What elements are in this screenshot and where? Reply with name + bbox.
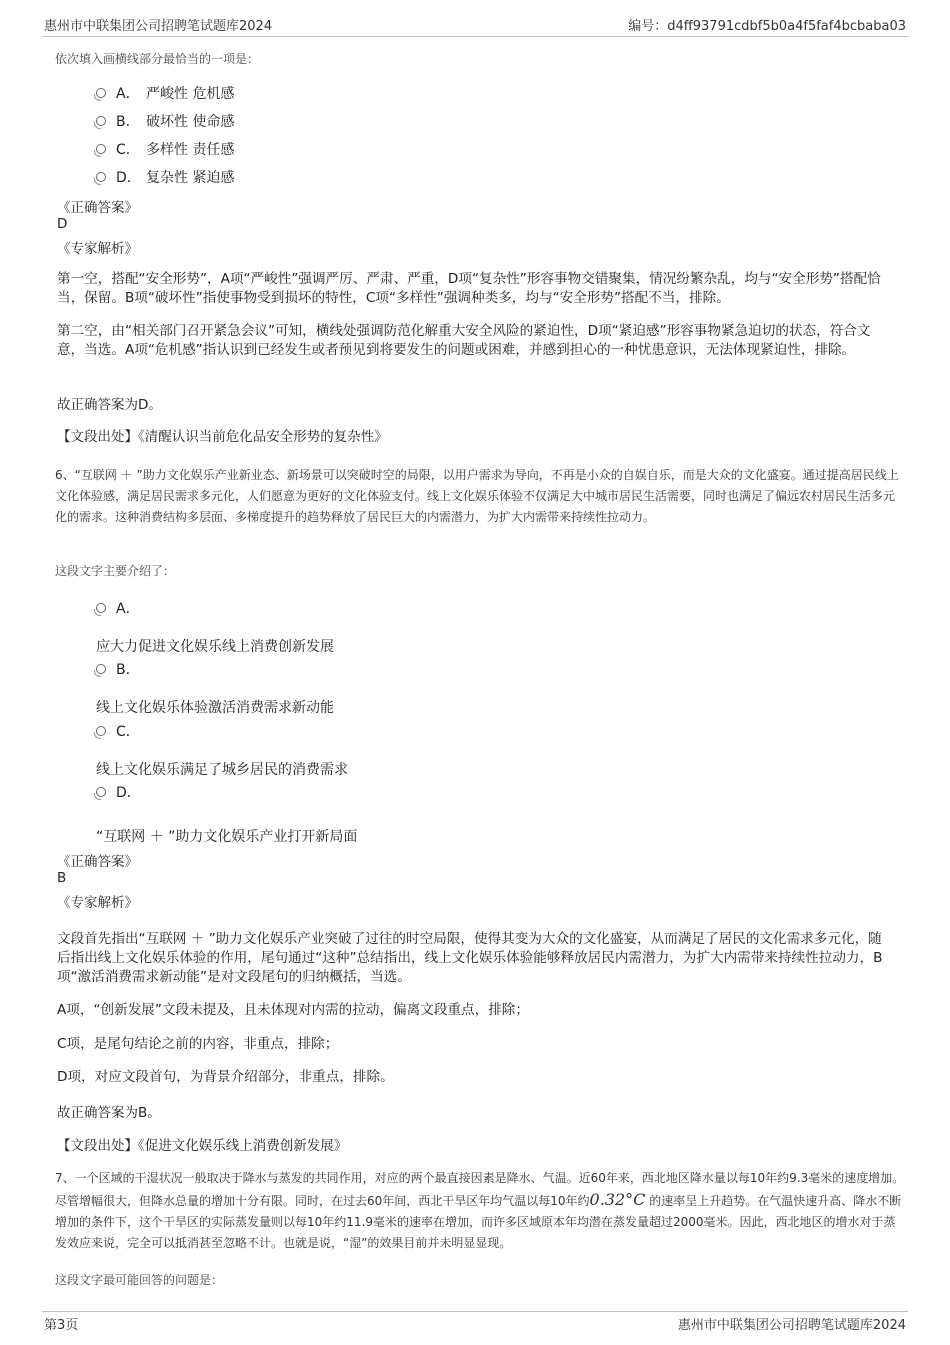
option-label: B．: [116, 662, 140, 678]
option-text: 严峻性 危机感: [146, 86, 235, 102]
q7-passage-part-1: 7、一个区域的干湿状况一般取决于降水与蒸发的共同作用，对应的两个最直接因素是降水、气温。近60年来，西北地区降水量以每10年约9.3毫米的速度增加。尽管增幅很大，但降水总量的增加十分有限。同时，在过去60年间，西北干旱区年均气温以每10年约: [55, 1171, 905, 1208]
q6-option-b-text[interactable]: 线上文化娱乐体验激活消费需求新动能: [96, 700, 334, 716]
footer-doc-title: 惠州市中联集团公司招聘笔试题库2024: [677, 1318, 906, 1333]
q6-option-a-text[interactable]: 应大力促进文化娱乐线上消费创新发展: [96, 639, 334, 655]
q5-prompt: 依次填入画横线部分最恰当的一项是：: [55, 52, 260, 66]
q7-passage-part-2: 的速率呈上升趋势。在气温快速升高、降水不断增加的条件下，这个干旱区的实际蒸发量则以每10年约11.9毫米的速率在增加，而许多区域原本年均潜在蒸发量超过2000毫米。因此，西北地区的增水对于蒸发效应来说，完全可以抵消甚至忽略不计。也就是说，“湿”的效果目前并未明显显现。: [55, 1194, 902, 1250]
radio-icon[interactable]: [96, 726, 106, 736]
q6-analysis-paragraph-1: 文段首先指出“互联网 ＋ ”助力文化娱乐产业突破了过往的时空局限，使得其变为大众的文化盛宴，从而满足了居民的文化需求多元化，随后指出线上文化娱乐体验的作用，尾句通过“这种”总结指出，线上文化娱乐体验能够释放居民内需潜力，为扩大内需带来持续性拉动力，B项“激活消费需求新动能”是对文段尾句的归纳概括，当选。: [57, 931, 883, 985]
q6-prompt: 这段文字主要介绍了：: [55, 564, 176, 578]
q7-temperature-formula: 0.32°C: [589, 1190, 646, 1209]
radio-icon[interactable]: [96, 603, 106, 613]
footer-divider: [42, 1311, 908, 1312]
q6-option-b[interactable]: [96, 659, 140, 679]
q6-conclusion: 故正确答案为B。: [57, 1105, 161, 1121]
q7-passage: [55, 1168, 905, 1254]
q5-answer-value: D: [57, 216, 68, 232]
q6-option-d[interactable]: [96, 782, 141, 802]
q6-answer-value: B: [57, 870, 67, 886]
option-label: D．: [116, 785, 141, 801]
radio-icon[interactable]: [96, 787, 106, 797]
q5-conclusion: 故正确答案为D。: [57, 397, 162, 413]
option-text: 多样性 责任感: [146, 142, 235, 158]
q5-answer-heading: 《正确答案》: [57, 200, 138, 216]
q6-option-c-text[interactable]: 线上文化娱乐满足了城乡居民的消费需求: [96, 762, 348, 778]
radio-icon[interactable]: [96, 144, 106, 154]
q5-option-a[interactable]: [96, 83, 234, 103]
q6-answer-heading: 《正确答案》: [57, 854, 138, 870]
q6-analysis-paragraph-3: C项，是尾句结论之前的内容，非重点，排除；: [57, 1036, 339, 1052]
option-label: A．: [116, 86, 140, 102]
radio-icon[interactable]: [96, 172, 106, 182]
q5-analysis-heading: 《专家解析》: [57, 241, 138, 257]
option-label: A．: [116, 601, 140, 617]
q6-analysis-heading: 《专家解析》: [57, 895, 138, 911]
radio-icon[interactable]: [96, 664, 106, 674]
q6-source: 【文段出处】《促进文化娱乐线上消费创新发展》: [57, 1138, 348, 1154]
header-doc-title: 惠州市中联集团公司招聘笔试题库2024: [44, 19, 273, 34]
q5-option-c[interactable]: [96, 139, 234, 159]
option-text: 复杂性 紧迫感: [146, 170, 235, 186]
q6-option-c[interactable]: [96, 721, 140, 741]
option-label: C．: [116, 142, 140, 158]
q5-analysis-paragraph-1: 第一空，搭配“安全形势”，A项“严峻性”强调严厉、严肃、严重，D项“复杂性”形容事物交错聚集，情况纷繁杂乱，均与“安全形势”搭配恰当，保留。B项“破坏性”指使事物受到损坏的特性，C项“多样性”强调种类多，均与“安全形势”搭配不当，排除。: [57, 271, 881, 306]
q7-prompt: 这段文字最可能回答的问题是：: [55, 1273, 224, 1287]
header-doc-id: 编号：d4ff93791cdbf5b0a4f5faf4bcbaba03: [628, 19, 906, 34]
footer-page-number: 第3页: [44, 1318, 79, 1333]
radio-icon[interactable]: [96, 116, 106, 126]
q5-source: 【文段出处】《清醒认识当前危化品安全形势的复杂性》: [57, 429, 388, 445]
q6-option-a[interactable]: [96, 598, 140, 618]
q5-analysis-paragraph-2: 第二空，由“相关部门召开紧急会议”可知，横线处强调防范化解重大安全风险的紧迫性，D项“紧迫感”形容事物紧急迫切的状态，符合文意，当选。A项“危机感”指认识到已经发生或者预见到将要发生的问题或困难，并感到担心的一种忧患意识，无法体现紧迫性，排除。: [57, 323, 871, 358]
q5-option-d[interactable]: [96, 167, 234, 187]
q6-analysis-paragraph-2: A项，“创新发展”文段未提及，且未体现对内需的拉动，偏离文段重点，排除；: [57, 1002, 529, 1018]
header-divider: [42, 36, 908, 37]
option-text: 破坏性 使命感: [146, 114, 235, 130]
radio-icon[interactable]: [96, 88, 106, 98]
option-label: C．: [116, 724, 140, 740]
q6-analysis-paragraph-4: D项，对应文段首句，为背景介绍部分，非重点，排除。: [57, 1069, 394, 1085]
option-label: B．: [116, 114, 140, 130]
option-label: D．: [116, 170, 141, 186]
q6-passage: 6、“互联网 ＋ ”助力文化娱乐产业新业态、新场景可以突破时空的局限，以用户需求为导向，不再是小众的自娱自乐，而是大众的文化盛宴。通过提高居民线上文化体验感，满足居民需求多元化，人们愿意为更好的文化体验支付。线上文化娱乐体验不仅满足大中城市居民生活需要，同时也满足了偏远农村居民生活多元化的需求。这种消费结构多层面、多梯度提升的趋势释放了居民巨大的内需潜力，为扩大内需带来持续性拉动力。: [55, 468, 899, 524]
q5-option-b[interactable]: [96, 111, 234, 131]
q6-option-d-text[interactable]: “互联网 ＋ ”助力文化娱乐产业打开新局面: [96, 829, 358, 845]
